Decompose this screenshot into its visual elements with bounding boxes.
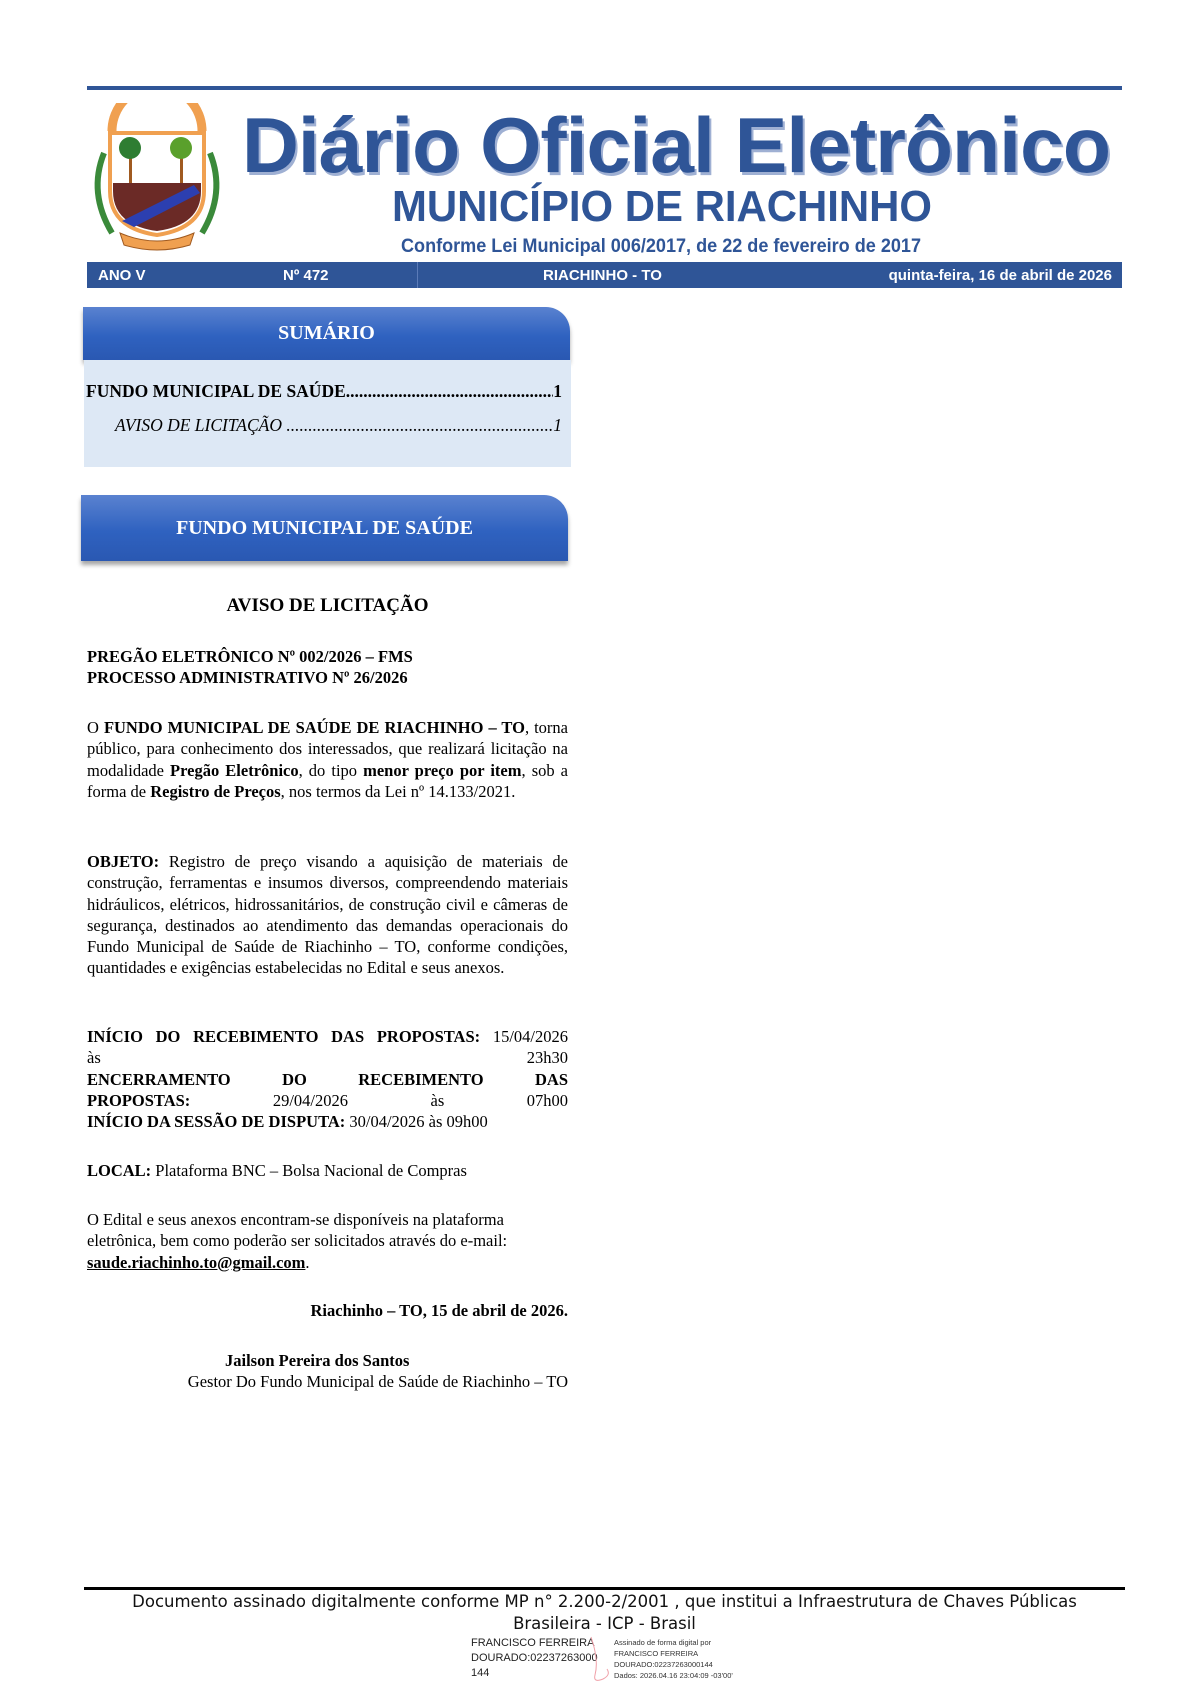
label: INÍCIO DA SESSÃO DE DISPUTA:	[87, 1112, 346, 1132]
dates-block	[87, 1026, 568, 1132]
value: 15/04/2026	[480, 1027, 569, 1046]
edition-date: quinta-feira, 16 de abril de 2026	[888, 267, 1112, 284]
edital-paragraph	[87, 1209, 557, 1273]
toc-item-label: FUNDO MUNICIPAL DE SAÚDE	[86, 381, 346, 401]
newspaper-title: Diário Oficial Eletrônico	[242, 101, 1110, 189]
signer-name: Jailson Pereira dos Santos	[225, 1351, 410, 1370]
digital-signature-details	[614, 1637, 733, 1681]
bold-text: FUNDO MUNICIPAL DE SAÚDE DE RIACHINHO – TO	[103, 718, 525, 737]
signature-detail: DOURADO:02237263000144	[614, 1660, 713, 1669]
signature-block	[87, 1350, 568, 1393]
text: , nos termos da Lei nº 14.133/2021.	[280, 781, 516, 801]
text: DAS	[535, 1069, 569, 1089]
pregao-number: PREGÃO ELETRÔNICO Nº 002/2026 – FMS	[87, 647, 413, 666]
toc-item-label: AVISO DE LICITAÇÃO	[115, 415, 287, 435]
inicio-recebimento-line	[87, 1026, 568, 1047]
signer-line: DOURADO:02237263000	[471, 1652, 598, 1664]
bold-text: Pregão Eletrônico	[170, 760, 299, 780]
section-header: FUNDO MUNICIPAL DE SAÚDE	[81, 495, 568, 561]
footer-rule	[84, 1587, 1125, 1590]
text: , do tipo	[298, 760, 364, 780]
text: , torna público, para conhecimento dos interessados, que realizará licitação na modalidade	[87, 718, 569, 780]
digital-signer-block	[471, 1636, 598, 1681]
objeto-text: Registro de preço visando a aquisição de materiais de construção, ferramentas e insumos diversos, compreendendo materiais hidráulicos, elétricos, hidrossanitários, de construção civil e câmeras de segurança, destinados ao atendimento das demandas operacionais do Fundo Municipal de Saúde de Riachinho – TO, conforme condições, quantidades e exigências estabelecidas no Edital e seus anexos.	[87, 852, 568, 978]
value: 29/04/2026	[272, 1090, 348, 1110]
value: 07h00	[526, 1090, 569, 1110]
signature-detail: FRANCISCO FERREIRA	[614, 1649, 699, 1658]
email-link[interactable]: saude.riachinho.to@gmail.com	[87, 1252, 306, 1272]
sessao-disputa-line	[87, 1111, 568, 1132]
notice-heading: AVISO DE LICITAÇÃO	[226, 595, 429, 616]
edition-year: ANO V	[98, 267, 146, 284]
label: PROPOSTAS:	[87, 1090, 191, 1110]
local-label: LOCAL:	[87, 1161, 152, 1180]
footer-legal-line-2: Brasileira - ICP - Brasil	[513, 1614, 696, 1633]
toc-item-page: 1	[553, 415, 562, 435]
toc-item-fundo-municipal[interactable]	[86, 381, 562, 402]
edition-info-bar	[87, 262, 1122, 288]
intro-paragraph	[87, 717, 568, 802]
value: 23h30	[526, 1048, 568, 1068]
encerramento-date-line	[87, 1090, 568, 1111]
signature-detail: Dados: 2026.04.16 23:04:09 -03'00'	[614, 1671, 733, 1680]
text: DO	[282, 1069, 307, 1089]
text: às	[430, 1090, 445, 1110]
toc-item-page: 1	[553, 381, 562, 401]
local-value: Plataforma BNC – Bolsa Nacional de Compras	[151, 1161, 467, 1180]
toc-leader-dots	[286, 415, 553, 436]
objeto-paragraph	[87, 851, 568, 979]
header-top-rule	[87, 86, 1122, 90]
bold-text: menor preço por item	[363, 760, 522, 780]
text: O Edital e seus anexos encontram-se disponíveis na plataforma eletrônica, bem como poderão ser solicitados através do e-mail:	[87, 1210, 508, 1251]
signature-detail: Assinado de forma digital por	[614, 1638, 712, 1647]
edition-number: Nº 472	[283, 267, 329, 284]
text: O	[87, 718, 104, 737]
text: ENCERRAMENTO	[87, 1069, 231, 1089]
municipality-name: MUNICÍPIO DE RIACHINHO	[392, 182, 932, 231]
summary-header: SUMÁRIO	[83, 307, 570, 360]
text: RECEBIMENTO	[358, 1069, 484, 1089]
toc-item-aviso-licitacao[interactable]	[115, 415, 562, 436]
signer-role: Gestor Do Fundo Municipal de Saúde de Riachinho – TO	[187, 1372, 568, 1392]
signer-line: 144	[471, 1667, 490, 1679]
footer-legal-line-1: Documento assinado digitalmente conforme MP n° 2.200-2/2001 , que institui a Infraestrutura de Chaves Públicas	[132, 1592, 1077, 1611]
place-date: Riachinho – TO, 15 de abril de 2026.	[310, 1301, 568, 1320]
bold-text: Registro de Preços	[150, 781, 281, 801]
bar-divider	[417, 262, 418, 288]
objeto-label: OBJETO:	[87, 852, 160, 871]
value: 30/04/2026 às 09h00	[345, 1112, 488, 1132]
text: , sob a forma de	[87, 760, 568, 801]
edition-city: RIACHINHO - TO	[543, 267, 662, 284]
label: INÍCIO DO RECEBIMENTO DAS PROPOSTAS:	[87, 1027, 481, 1046]
signer-line: FRANCISCO FERREIRA	[471, 1637, 595, 1649]
notice-identifiers	[87, 646, 568, 689]
text: às	[87, 1048, 101, 1068]
toc-leader-dots	[346, 381, 553, 402]
text: .	[305, 1252, 310, 1272]
local-line	[87, 1160, 568, 1181]
law-reference: Conforme Lei Municipal 006/2017, de 22 de fevereiro de 2017	[401, 236, 921, 257]
summary-box	[84, 360, 571, 467]
processo-number: PROCESSO ADMINISTRATIVO Nº 26/2026	[87, 668, 408, 688]
municipal-coat-of-arms-logo	[82, 103, 232, 253]
signature-stamp-icon	[585, 1635, 615, 1685]
inicio-recebimento-time-line	[87, 1047, 568, 1068]
encerramento-line	[87, 1069, 568, 1090]
